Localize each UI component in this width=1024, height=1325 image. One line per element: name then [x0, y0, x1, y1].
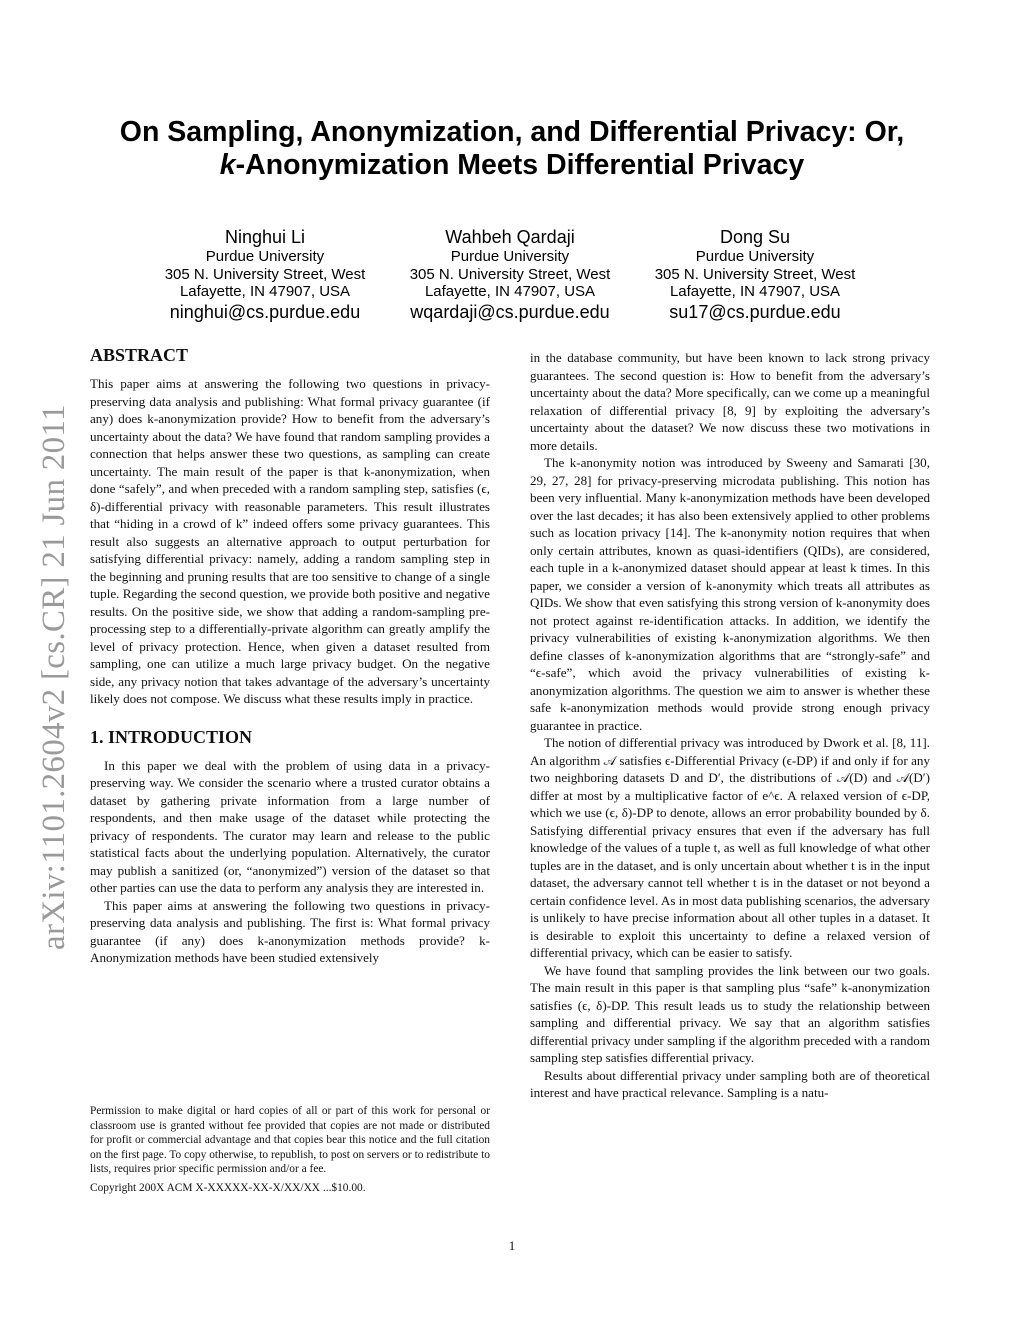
author-block-1: [150, 226, 380, 323]
intro-paragraph-1: In this paper we deal with the problem of using data in a privacy-preserving way. We consider the scenario where a trusted curator obtains a dataset by gathering private information from a large number of respondents, and then make usage of the dataset while protecting the privacy of respondents. The curator may learn and release to the public statistical facts about the underlying population. Alternatively, the curator may publish a sanitized (or, “anonymized”) version of the dataset so that other parties can use the data to perform any analysis they are interested in.: [90, 757, 490, 895]
copyright-text: Copyright 200X ACM X-XXXXX-XX-X/XX/XX ...$10.00.: [90, 1181, 366, 1194]
title-line-2: [60, 149, 964, 182]
page-number: 1: [508, 1238, 516, 1253]
title-k: k: [219, 149, 236, 181]
author-affiliation: Purdue University: [450, 248, 570, 265]
abstract-text: This paper aims at answering the following two questions in privacy-preserving data analysis and publishing: What formal privacy guarantee (if any) does k-anonymization provide? How to benefit from the adversary’s uncertainty about the data? We have found that random sampling provides a connection that helps answer these two questions, as sampling can create uncertainty. The main result of the paper is that k-anonymization, when done “safely”, and when preceded with a random sampling step, satisfies (ϵ, δ)-differential privacy with reasonable parameters. This result illustrates that “hiding in a crowd of k” indeed offers some privacy guarantees. This result also suggests an alternative approach to output perturbation for satisfying differential privacy: namely, adding a random sampling step in the beginning and pruning results that are too sensitive to change of a single tuple. Regarding the second question, we provide both positive and negative results. On the positive side, we show that adding a random-sampling pre-processing step to a differentially-private algorithm can greatly amplify the level of privacy protection. Hence, when given a dataset resulted from sampling, one can utilize a much large privacy budget. On the negative side, any privacy notion that takes advantage of the adversary’s uncertainty likely does not compose. We discuss what these results imply in practice.: [90, 376, 490, 706]
author-street: 305 N. University Street, West: [654, 265, 856, 283]
left-column: [90, 344, 490, 967]
author-affiliation: Purdue University: [695, 248, 815, 265]
author-street: 305 N. University Street, West: [409, 265, 611, 283]
author-name: Dong Su: [719, 227, 791, 247]
paper-title: [60, 116, 964, 182]
author-name: Wahbeh Qardaji: [445, 227, 575, 247]
author-name: Ninghui Li: [224, 227, 306, 247]
author-street: 305 N. University Street, West: [164, 265, 366, 283]
right-paragraph-3: The notion of differential privacy was introduced by Dwork et al. [8, 11]. An algorithm 𝒜 satisfies ϵ-Differential Privacy (ϵ-DP) if and only if for any two neighboring datasets D and D′, the distributions of 𝒜(D) and 𝒜(D′) differ at most by a multiplicative factor of e^ϵ. A relaxed version of ϵ-DP, which we use (ϵ, δ)-DP to denote, allows an error probability bounded by δ. Satisfying differential privacy ensures that even if the adversary has full knowledge of the values of a tuple t, as well as full knowledge of what other tuples are in the dataset, and is only uncertain about whether t is in the input dataset, the adversary cannot tell whether t is in the dataset or not beyond a certain confidence level. As in most data publishing scenarios, the adversary is unlikely to have precise information about all other tuples in a dataset. It is desirable to exploit this uncertainty to define a relaxed version of differential privacy, which can be easier to satisfy.: [530, 735, 930, 960]
author-city: Lafayette, IN 47907, USA: [179, 283, 351, 300]
right-column: [530, 349, 930, 1102]
permission-text: Permission to make digital or hard copies of all or part of this work for personal or classroom use is granted without fee provided that copies are not made or distributed for profit or commercial advantage and that copies bear this notice and the full citation on the first page. To copy otherwise, to republish, to post on servers or to redistribute to lists, requires prior specific permission and/or a fee.: [90, 1105, 490, 1175]
author-affiliation: Purdue University: [205, 248, 325, 265]
right-paragraph-4: We have found that sampling provides the link between our two goals. The main result in this paper is that sampling plus “safe” k-anonymization satisfies (ϵ, δ)-DP. This result leads us to study the relationship between sampling and differential privacy. We say that an algorithm satisfies differential privacy under sampling if the algorithm preceded with a random sampling step satisfies differential privacy.: [530, 962, 930, 1065]
author-email: wqardaji@cs.purdue.edu: [410, 301, 610, 322]
right-paragraph-5: Results about differential privacy under sampling both are of theoretical interest and have practical relevance. Sampling is a natu-: [530, 1067, 930, 1100]
author-city: Lafayette, IN 47907, USA: [669, 283, 841, 300]
right-paragraph-1: in the database community, but have been known to lack strong privacy guarantees. The second question is: How to benefit from the adversary’s uncertainty about the data? More specifically, can we come up a meaningful relaxation of differential privacy [8, 9] by exploiting the adversary’s uncertainty about the dataset? We now discuss these two motivations in more details.: [530, 350, 930, 453]
author-block-2: [395, 226, 625, 323]
author-email: ninghui@cs.purdue.edu: [169, 301, 361, 322]
right-paragraph-2: The k-anonymity notion was introduced by Sweeny and Samarati [30, 29, 27, 28] for privacy-preserving microdata publishing. This notion has been very influential. Many k-anonymization methods have been developed over the last decades; it has also been extensively applied to other problems such as location privacy [14]. The k-anonymity notion requires that when only certain attributes, known as quasi-identifiers (QIDs), are considered, each tuple in a k-anonymized dataset should appear at least k times. In this paper, we consider a version of k-anonymity which treats all attributes as QIDs. We show that even satisfying this strong version of k-anonymity does not protect against re-identification attacks. In addition, we identify the privacy vulnerabilities of existing k-anonymization algorithms. We then define classes of k-anonymization algorithms that are “strongly-safe” and “ϵ-safe”, which avoid the privacy vulnerabilities of existing k-anonymization algorithms. The question we aim to answer is whether these safe k-anonymization methods would provide strong enough privacy guarantee in practice.: [530, 455, 930, 733]
introduction-heading: 1. INTRODUCTION: [90, 726, 253, 747]
title-line-2-rest: -Anonymization Meets Differential Privacy: [235, 149, 805, 181]
author-block-3: [640, 226, 870, 323]
title-line-1: On Sampling, Anonymization, and Differential Privacy: Or,: [119, 116, 905, 148]
arxiv-stamp: arXiv:1101.2604v2 [cs.CR] 21 Jun 2011: [36, 404, 72, 950]
permission-footnote: [90, 1104, 490, 1195]
abstract-heading: ABSTRACT: [90, 345, 189, 365]
author-email: su17@cs.purdue.edu: [669, 301, 841, 322]
author-city: Lafayette, IN 47907, USA: [424, 283, 596, 300]
intro-paragraph-2: This paper aims at answering the following two questions in privacy-preserving data analysis and publishing. The first is: What formal privacy guarantee (if any) does k-anonymization methods provide? k-Anonymization methods have been studied extensively: [90, 897, 490, 965]
